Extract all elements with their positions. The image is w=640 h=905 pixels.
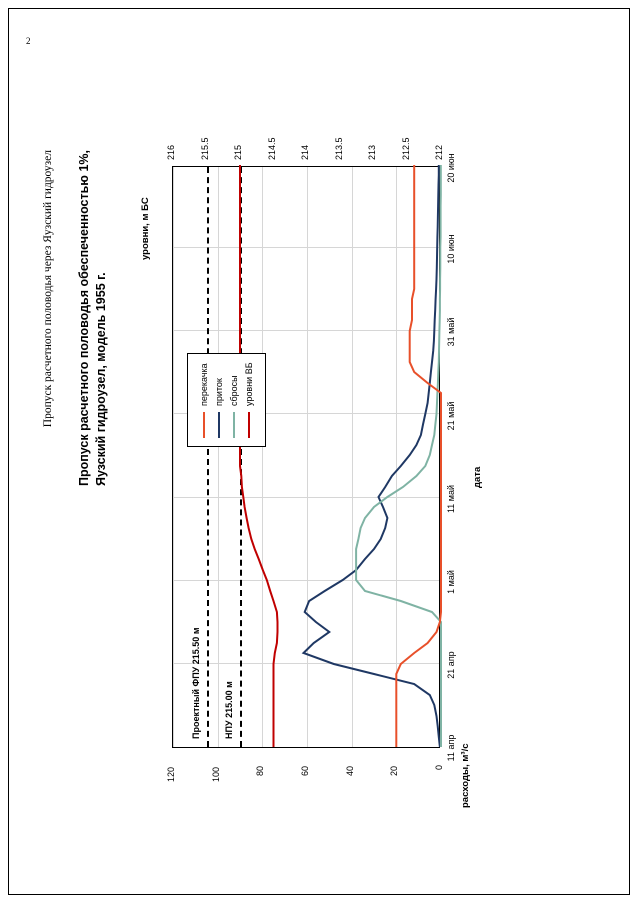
x-tick-label: 21 май (446, 401, 456, 431)
y2-tick-label: 212 (434, 144, 444, 160)
y-axis-title: расходы, м³/с (460, 743, 471, 808)
legend-swatch-urovni-vb (248, 412, 250, 438)
y2-tick-label: 216 (166, 144, 176, 160)
legend-swatch-pritok (218, 412, 220, 438)
x-tick-label: 11 май (446, 484, 456, 514)
y2-tick-label: 213.5 (333, 137, 344, 160)
legend-label: приток (214, 378, 224, 406)
x-tick-label: 10 июн (446, 234, 456, 264)
series-line-uровни-vb (240, 165, 278, 747)
x-axis-title: дата (472, 466, 483, 488)
legend-item (244, 362, 254, 438)
chart (120, 138, 520, 808)
y2-axis-title: уровни, м БС (140, 197, 151, 260)
y2-tick-label: 215.5 (199, 137, 210, 160)
series-line-sbrosy (356, 165, 441, 747)
y-tick-label: 60 (300, 765, 310, 776)
legend-item (229, 362, 239, 438)
caption-line-1: Пропуск расчетного половодья обеспеченностью 1%, (77, 150, 91, 487)
y-tick-label: 80 (255, 765, 266, 776)
series-lines (173, 165, 441, 747)
x-tick-label: 11 апр (446, 734, 456, 762)
y-tick-label: 120 (166, 766, 176, 782)
legend-swatch-perekachka (203, 412, 205, 438)
legend-item (199, 362, 209, 438)
series-line-pritok (304, 165, 440, 747)
x-tick-label: 21 апр (446, 651, 456, 679)
y2-tick-label: 214 (300, 144, 310, 160)
legend-item (214, 362, 224, 438)
y2-tick-label: 212.5 (400, 137, 411, 160)
y-tick-label: 40 (344, 765, 355, 776)
caption-line-2: Яузский гидроузел, модель 1955 г. (94, 272, 108, 487)
figure-caption-small: Пропуск расчетного половодья через Яузский гидроузел (42, 150, 54, 428)
x-tick-label: 31 май (446, 317, 456, 347)
y2-tick-label: 215 (233, 144, 243, 160)
legend-swatch-sbrosy (233, 412, 235, 438)
series-line-perekachka (396, 165, 441, 747)
x-tick-label: 20 июн (446, 153, 456, 183)
y2-tick-label: 214.5 (266, 137, 277, 160)
legend-label: перекачка (199, 363, 209, 406)
y-tick-label: 0 (434, 764, 444, 770)
page-number: 2 (26, 36, 31, 46)
y-tick-label: 100 (210, 766, 221, 782)
y-tick-label: 20 (389, 765, 400, 776)
chart-legend (187, 353, 266, 447)
reference-line-fpu-label: Проектный ФПУ 215.50 м (191, 627, 201, 739)
legend-label: сбросы (229, 375, 239, 406)
legend-label: уровни ВБ (244, 362, 254, 406)
x-tick-label: 1 май (446, 570, 456, 594)
figure-caption-main (76, 150, 110, 486)
plot-area (172, 166, 440, 748)
reference-line-npu-label: НПУ 215.00 м (224, 681, 234, 739)
y2-tick-label: 213 (367, 144, 377, 160)
